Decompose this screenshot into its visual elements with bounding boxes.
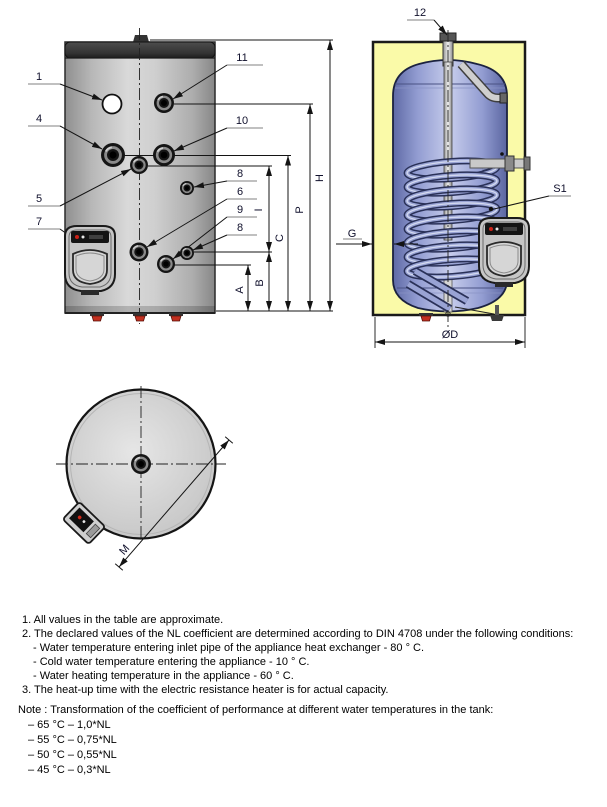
callout-12: 12 [413, 7, 427, 19]
port-5 [130, 156, 148, 174]
note-block [0, 703, 607, 778]
tank-feet [90, 313, 183, 321]
label-g: G [347, 228, 357, 240]
dim-label-P: P [294, 206, 306, 214]
note-line-2c: - Water heating temperature in the appliance - 60 ° C. [33, 670, 294, 682]
dim-label-C: C [274, 234, 286, 242]
port-1 [103, 95, 122, 114]
control-unit-front [65, 226, 115, 295]
note-block-title: Note : Transformation of the coefficient of performance at different water temperatures in the tank: [18, 704, 494, 716]
top-view [56, 386, 233, 570]
callout-9: 9 [236, 204, 244, 216]
note-block-item-2: – 55 °C – 0,75*NL [28, 734, 117, 746]
dim-label-M: M [117, 542, 133, 558]
dim-label-I: I [253, 208, 265, 212]
tank-cap [65, 42, 215, 58]
dim-label-B: B [254, 279, 266, 287]
note-line-3: 3. The heat-up time with the electric resistance heater is for actual capacity. [22, 684, 389, 696]
port-9 [157, 255, 175, 273]
note-line-1: 1. All values in the table are approximate. [22, 614, 224, 626]
port-6 [130, 243, 149, 262]
note-block-item-3: – 50 °C – 0,55*NL [28, 749, 117, 761]
note-line-2: 2. The declared values of the NL coefficient are determined according to DIN 4708 under the following conditions: [22, 628, 574, 640]
notes-list [0, 613, 607, 697]
side-port-pipe [470, 159, 528, 168]
callout-10: 10 [235, 115, 249, 127]
label-diameter: ØD [441, 329, 459, 341]
dim-label-H: H [314, 174, 326, 182]
control-unit-section [479, 218, 529, 287]
callout-1: 1 [35, 71, 43, 83]
dim-label-A: A [234, 286, 246, 294]
note-block-item-4: – 45 °C – 0,3*NL [28, 764, 111, 776]
note-line-2b: - Cold water temperature entering the appliance - 10 ° C. [33, 656, 310, 668]
top-fitting [133, 35, 149, 42]
cross-section-view [336, 7, 571, 348]
callout-5: 5 [35, 193, 43, 205]
callout-11: 11 [236, 52, 248, 64]
note-block-item-1: – 65 °C – 1,0*NL [28, 719, 111, 731]
port-8-upper [180, 181, 194, 195]
callout-4: 4 [35, 113, 43, 125]
top-center-port [131, 454, 151, 474]
port-4 [101, 143, 125, 167]
port-8-lower [180, 246, 194, 260]
note-line-2a: - Water temperature entering inlet pipe of the appliance heat exchanger - 80 ° C. [33, 642, 425, 654]
port-10 [153, 144, 175, 166]
callout-6: 6 [236, 186, 244, 198]
sensor-s1-dot [489, 207, 493, 211]
callout-8-upper: 8 [236, 168, 244, 180]
port-11 [154, 93, 174, 113]
label-s1: S1 [553, 183, 567, 195]
callout-8-lower: 8 [236, 222, 244, 234]
front-view [28, 28, 333, 324]
callout-7: 7 [35, 216, 43, 228]
